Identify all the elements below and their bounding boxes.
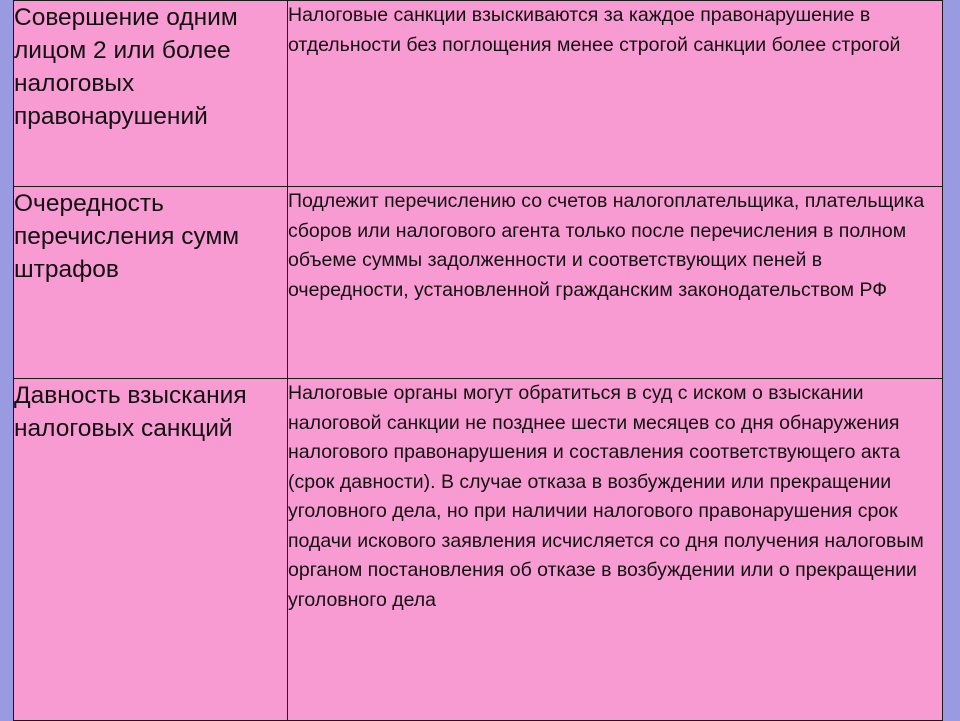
table-row [14,1,943,187]
description-cell: Налоговые органы могут обратиться в суд с иском о взыскании налоговой санкции не позднее шести месяцев со дня обнаружения налогового правонарушения и составления соответствующего акта (срок давности). В случае отказа в возбуждении или прекращении уголовного дела, но при наличии налогового правонарушения срок подачи искового заявления исчисляется со дня получения налоговым органом постановления об отказе в возбуждении или о прекращении уголовного дела [288,379,943,721]
term-cell: Очередность перечисления сумм штрафов [14,187,288,379]
table-row [14,187,943,379]
sanctions-table [13,0,943,721]
table-row [14,379,943,721]
term-cell: Совершение одним лицом 2 или более налоговых правонарушений [14,1,288,187]
description-cell: Подлежит перечислению со счетов налогоплательщика, плательщика сборов или налогового агента только после перечисления в полном объеме суммы задолженности и соответствующих пеней в очередности, установленной гражданским законодательством РФ [288,187,943,379]
term-cell: Давность взыскания налоговых санкций [14,379,288,721]
description-cell: Налоговые санкции взыскиваются за каждое правонарушение в отдельности без поглощения менее строгой санкции более строгой [288,1,943,187]
